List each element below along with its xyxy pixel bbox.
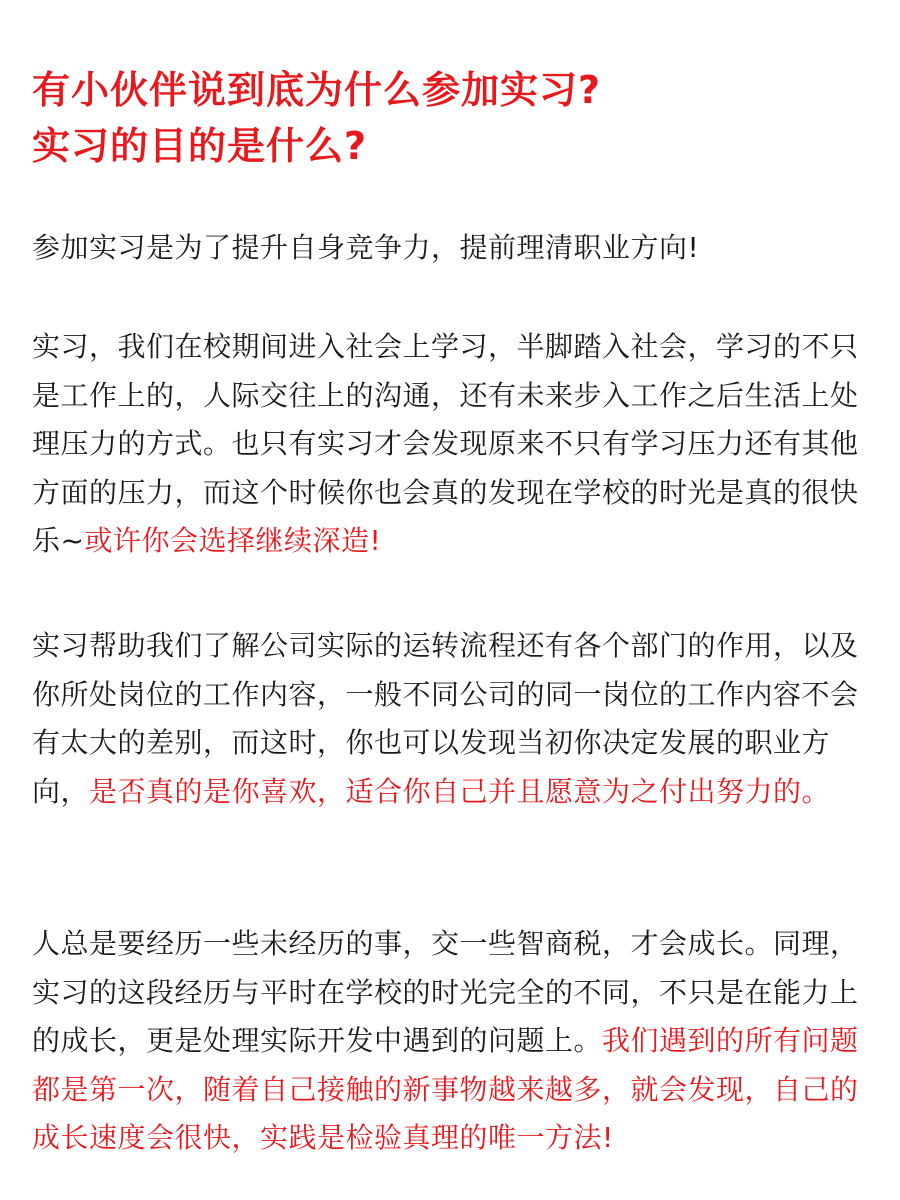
title-line-1: 有小伙伴说到底为什么参加实习? xyxy=(32,68,602,112)
paragraph-highlight: 或许你会选择继续深造! xyxy=(84,524,382,557)
paragraph-text: 人总是要经历一些未经历的事，交一些智商税，才会成长。同理，实习的这段经历与平时在学校的时光完全的不同，不只是在能力上的成长，更是处理实际开发中遇到的问题上。 xyxy=(32,927,859,1057)
paragraph-text: 实习帮助我们了解公司实际的运转流程还有各个部门的作用，以及你所处岗位的工作内容，一般不同公司的同一岗位的工作内容不会有太大的差别，而这时，你也可以发现当初你决定发展的职业方向， xyxy=(32,629,859,808)
article-title xyxy=(32,62,872,174)
paragraph-text: 实习，我们在校期间进入社会上学习，半脚踏入社会，学习的不只是工作上的，人际交往上的沟通，还有未来步入工作之后生活上处理压力的方式。也只有实习才会发现原来不只有学习压力还有其他方面的压力，而这个时候你也会真的发现在学校的时光是真的很快乐~ xyxy=(32,330,859,557)
paragraph-highlight: 是否真的是你喜欢，适合你自己并且愿意为之付出努力的。 xyxy=(89,774,831,808)
paragraph-highlight: 我们遇到的所有问题都是第一次，随着自己接触的新事物越来越多，就会发现，自己的成长速度会很快，实践是检验真理的唯一方法! xyxy=(32,1024,859,1154)
paragraph-social-learning xyxy=(32,323,872,566)
paragraph-growth xyxy=(32,920,872,1163)
title-line-2: 实习的目的是什么? xyxy=(32,124,368,168)
paragraph-company-understanding xyxy=(32,622,872,816)
paragraph-text: 参加实习是为了提升自身竞争力，提前理清职业方向! xyxy=(32,231,700,264)
paragraph-intro xyxy=(32,224,872,273)
